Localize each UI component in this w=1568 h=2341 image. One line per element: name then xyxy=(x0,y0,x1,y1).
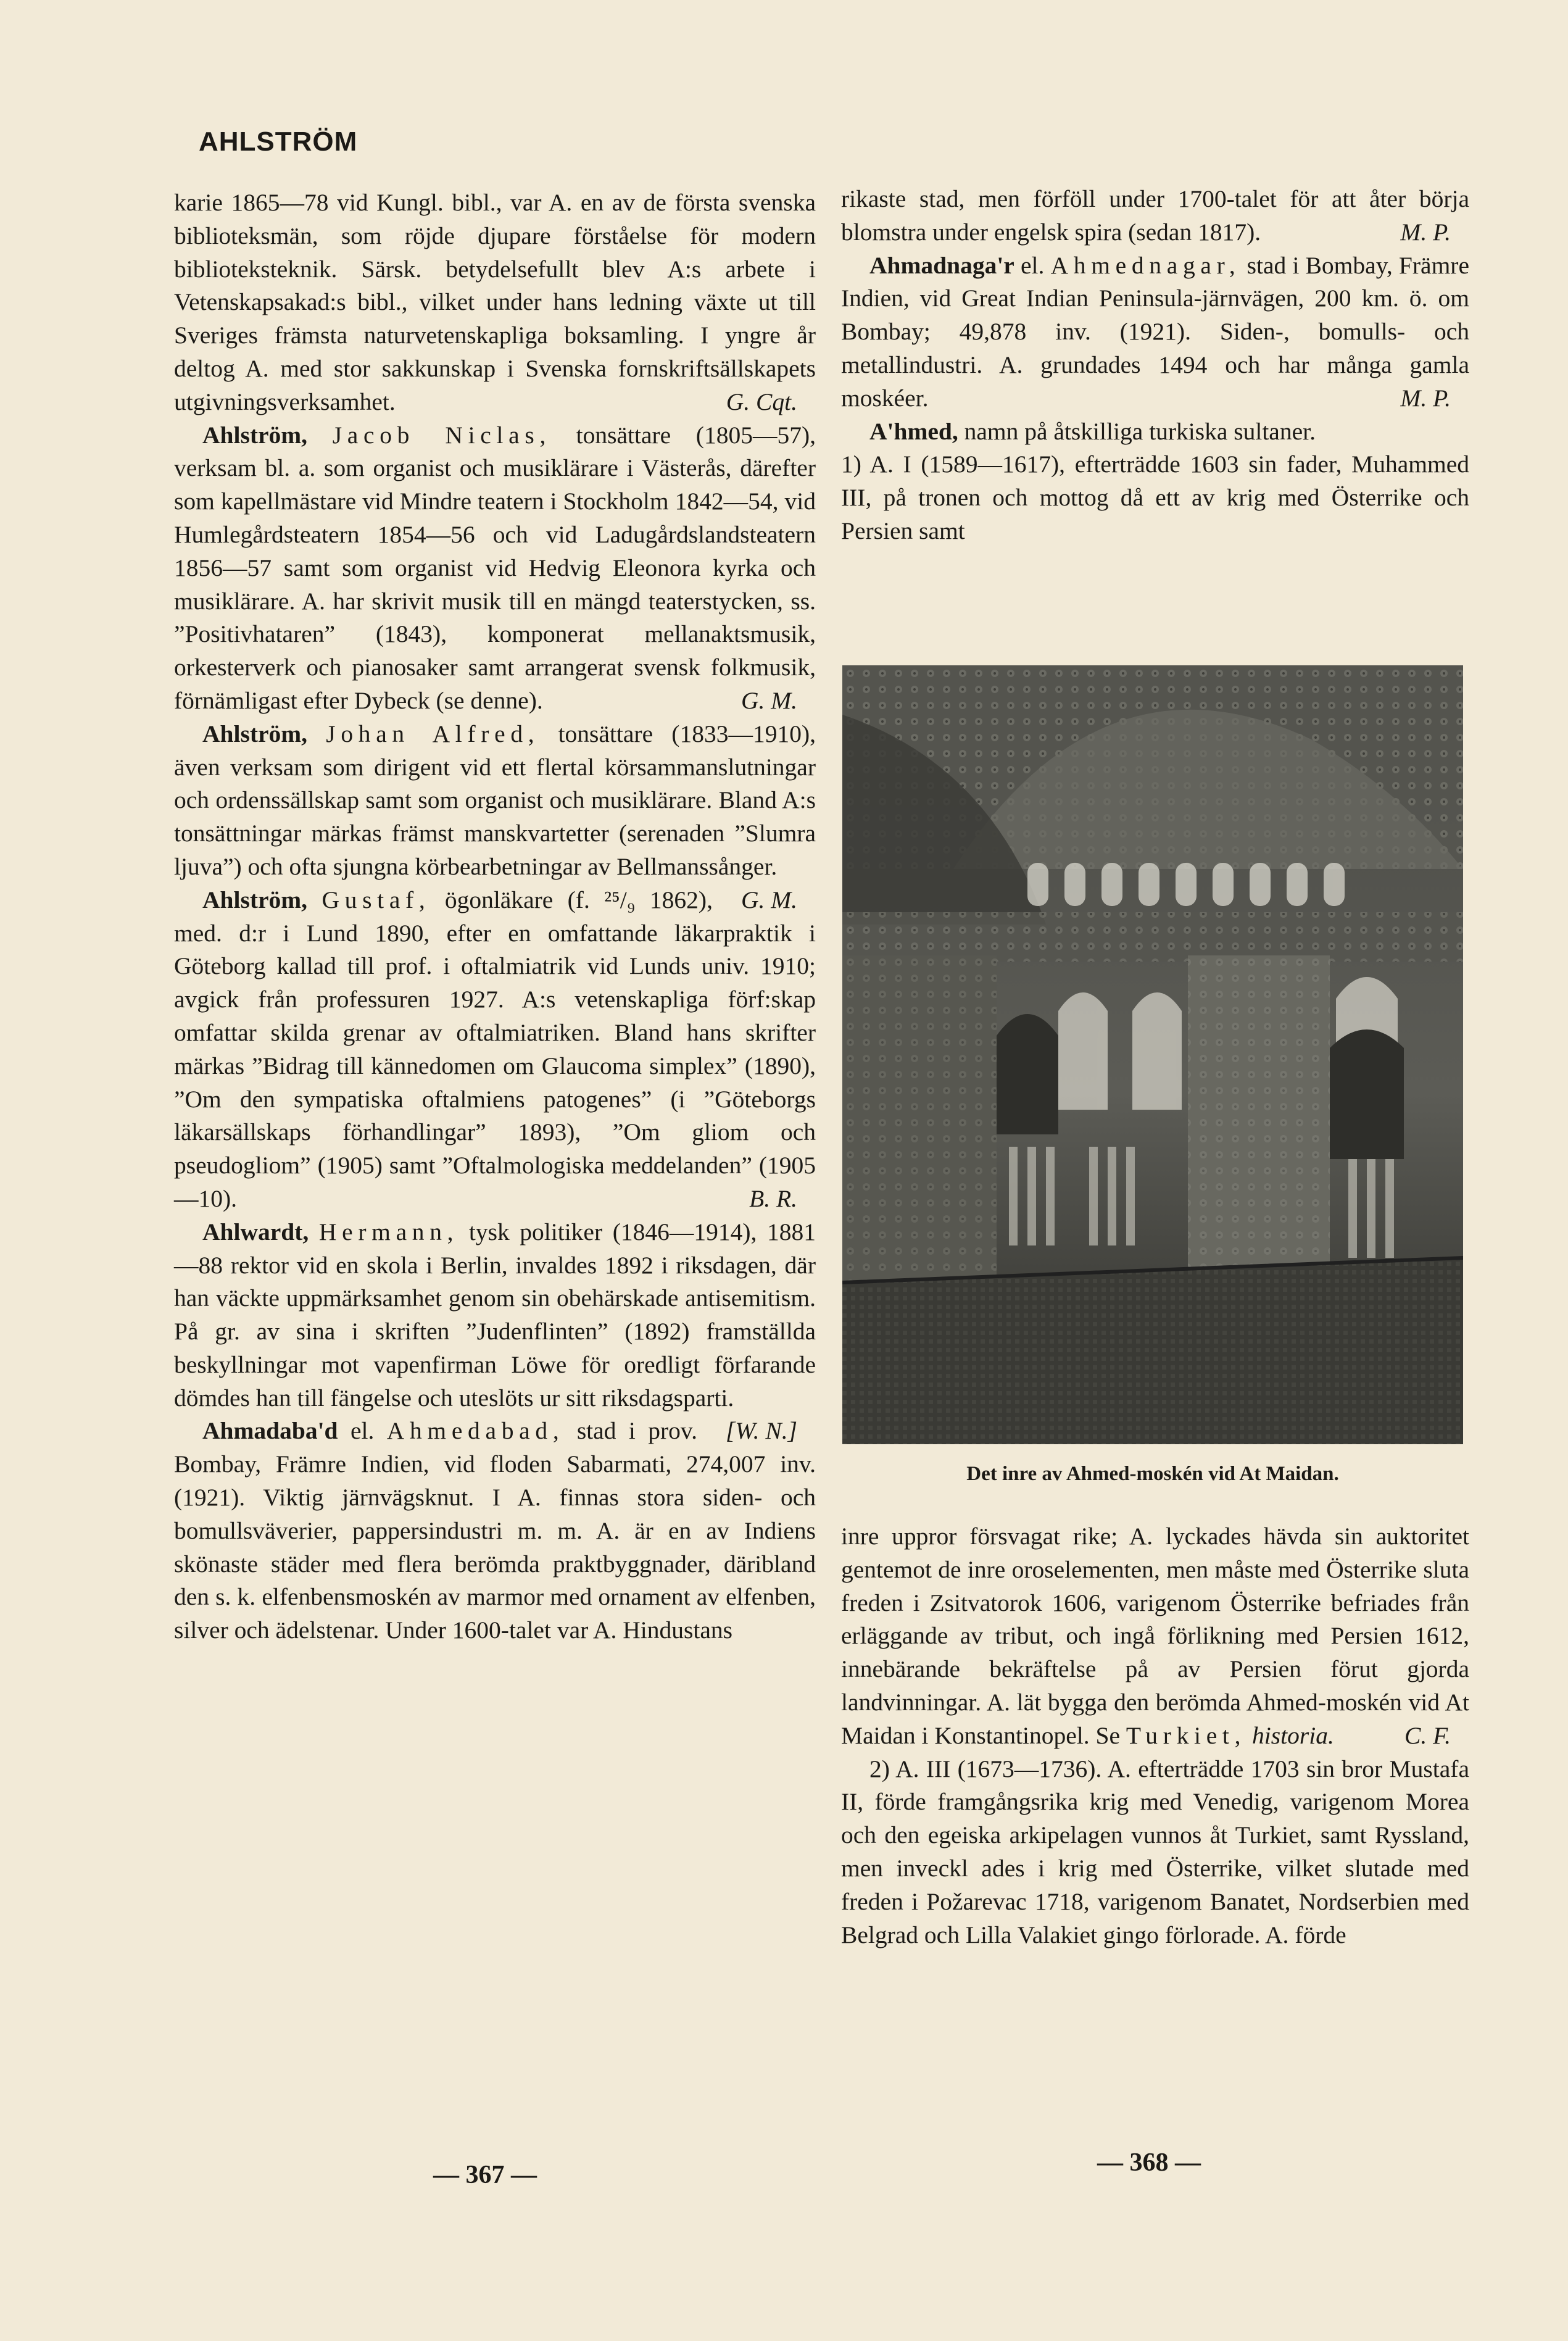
author-signature: B. R. xyxy=(749,1184,797,1212)
entry-text: stad i prov. Bombay, Främre Indien, vid floden Sabarmati, 274,007 inv. (1921). Viktig järnvägsknut. I A. finnas stora siden- och bomullsväverier, pappersindustri m. m. A. är en av Indiens skönaste städer med flera berömda praktbyggnader, däribland den s. k. elfenbensmoskén av marmor med ornament av elfenben, silver och ädelstenar. Under 1600-talet var A. Hindustans xyxy=(174,1417,816,1644)
entry-headword: Ahlwardt, xyxy=(202,1218,309,1245)
entry-text: rikaste stad, men förföll under 1700-talet för att åter börja blomstra under engelsk spira (sedan 1817). xyxy=(841,185,1469,246)
entry-given-name: Hermann, xyxy=(318,1218,459,1245)
author-signature: [W. N.] xyxy=(726,1417,797,1445)
continued-entry xyxy=(841,183,1469,249)
page-number-left: — 367 — xyxy=(433,2161,537,2189)
entry-text: tonsättare (1833—1910), även verksam som dirigent vid ett flertal körsammanslutningar och ordenssällskap samt som organist och musiklärare. Bland A:s tonsättningar märkas främst manskvartetter (serenaden ”Slumra ljuva”) och ofta sjungna körbearbetningar av Bellmanssånger. xyxy=(174,720,816,880)
entry-headword: Ahmadaba'd xyxy=(202,1417,338,1445)
page-number-right: — 368 — xyxy=(1097,2148,1201,2177)
entry-jacob-niclas xyxy=(174,419,816,718)
entry-text: stad i Bombay, Främre Indien, vid Great Indian Peninsula-järnvägen, 200 km. ö. om Bombay; 49,878 inv. (1921). Siden-, bomulls- och metallindustri. A. grundades 1494 och har många gamla moskéer. xyxy=(841,251,1469,412)
entry-headword: A'hmed, xyxy=(869,417,958,445)
entry-text: el. xyxy=(338,1417,387,1445)
entry-text: tysk politiker (1846—1914), 1881—88 rektor vid en skola i Berlin, invaldes 1892 i riksdagen, där han väckte uppmärksamhet genom sin obehärskade antisemitism. På gr. av sina i skriften ”Judenflinten” (1892) framställda beskyllningar mot vapenfirman Löwe för oredligt förfarande dömdes han till fängelse och uteslöts ur sitt riksdagsparti. xyxy=(174,1218,816,1412)
entry-text: 1) A. I (1589—1617), efterträdde 1603 sin fader, Muhammed III, på tronen och mottog då ett av krig med Österrike och Persien samt xyxy=(841,451,1469,544)
author-signature: G. M. xyxy=(740,886,797,913)
author-signature: G. Cqt. xyxy=(726,388,797,415)
entry-text: tonsättare (1805—57), verksam bl. a. som organist och musiklärare i Västerås, därefter som kapellmästare vid Mindre teatern i Stockholm 1842—54, vid Humlegårdsteatern 1854—56 och vid Ladugårdslandsteatern 1856—57 samt som organist vid Hedvig Eleonora kyrka och musiklärare. A. har skrivit musik till en mängd teaterstycken, ss. ”Positivhataren” (1843), komponerat mellanaktsmusik, orkesterverk och pianosaker samt arrangerat svensk folkmusik, förnämligast efter Dybeck (se denne). xyxy=(174,421,816,714)
right-column-bottom xyxy=(841,1520,1469,1952)
entry-given-name: Gustaf, xyxy=(321,886,431,913)
author-signature: M. P. xyxy=(1400,218,1451,246)
photo-caption: Det inre av Ahmed-moskén vid At Maidan. xyxy=(966,1463,1339,1485)
mosque-photo-illustration xyxy=(842,665,1463,1444)
entry-headword: Ahlström, xyxy=(202,421,308,449)
cross-reference-sub: historia. xyxy=(1252,1721,1334,1749)
entry-text: el. xyxy=(1014,251,1051,279)
entry-headword: Ahlström, xyxy=(202,720,308,747)
continued-entry xyxy=(841,1520,1469,1753)
entry-given-name: Johan Alfred, xyxy=(326,720,540,747)
entry-alt-name: Ahmedabad, xyxy=(386,1417,565,1445)
entry-ahmed-3 xyxy=(841,1753,1469,1952)
entry-text: namn på åtskilliga turkiska sultaner. xyxy=(958,417,1316,445)
entry-text: inre uppror försvagat rike; A. lyckades hävda sin auktoritet gentemot de inre oroselementen, men måste med Österrike sluta freden i Zsitvatorok 1606, varigenom Österrike befriades från erläggande av tribut, och ingå förlikning med Persien 1612, innebärande bekräftelse på av Persien förut gjorda landvinningar. A. lät bygga den berömda Ahmed-moskén vid At Maidan i Konstantinopel. Se xyxy=(841,1523,1469,1749)
entry-gustaf xyxy=(174,884,816,1216)
right-column-top xyxy=(841,183,1469,548)
running-head: AHLSTRÖM xyxy=(199,127,358,157)
entry-given-name: Jacob Niclas, xyxy=(332,421,552,449)
mosque-interior-photo xyxy=(842,665,1463,1444)
cross-reference: Turkiet, xyxy=(1126,1721,1247,1749)
entry-text: 2) A. III (1673—1736). A. efterträdde 1703 sin bror Mustafa II, förde framgångsrika krig med Venedig, varigenom Morea och den egeiska arkipelagen vunnos åt Turkiet, samt Ryssland, men inveckl ades i krig med Österrike, vilket slutade med freden i Požarevac 1718, varigenom Banatet, Nordserbien med Belgrad och Lilla Valakiet gingo förlorade. A. förde xyxy=(841,1755,1469,1948)
author-signature: G. M. xyxy=(740,686,797,714)
entry-text: ögonläkare (f. ²⁵/₉ 1862), med. d:r i Lund 1890, efter en omfattande läkarpraktik i Göteborg kallad till prof. i oftalmiatrik vid Lunds univ. 1910; avgick från professuren 1927. A:s vetenskapliga förf:skap omfattar skilda grenar av oftalmiatriken. Bland hans skrifter märkas ”Bidrag till kännedomen om Glaucoma simplex” (1890), ”Om den sympatiska oftalmiens patogenes” (i ”Göteborgs läkarsällskaps förhandlingar” 1893), ”Om gliom och pseudogliom” (1905) samt ”Oftalmologiska meddelanden” (1905—10). xyxy=(174,886,816,1212)
author-signature: M. P. xyxy=(1400,384,1451,412)
continued-entry xyxy=(174,186,816,419)
entry-headword: Ahmadnaga'r xyxy=(869,251,1014,279)
entry-ahmadabad xyxy=(174,1415,816,1647)
entry-ahmadnagar xyxy=(841,249,1469,415)
left-column xyxy=(174,186,816,1647)
entry-ahmed-1 xyxy=(841,448,1469,547)
entry-text: karie 1865—78 vid Kungl. bibl., var A. en av de första svenska biblioteksmän, som röjde djupare förståelse för modern biblioteksteknik. Särsk. betydelsefullt blev A:s arbete i Vetenskapsakad:s bibl., vilket under hans ledning växte ut till Sveriges främsta naturvetenskapliga boksamling. I yngre år deltog A. med stor sakkunskap i Svenska fornskriftsällskapets utgivningsverksamhet. xyxy=(174,189,816,415)
entry-ahmed xyxy=(841,415,1469,449)
entry-alt-name: Ahmednagar, xyxy=(1050,251,1241,279)
author-signature: C. F. xyxy=(1404,1721,1451,1749)
entry-headword: Ahlström, xyxy=(202,886,308,913)
